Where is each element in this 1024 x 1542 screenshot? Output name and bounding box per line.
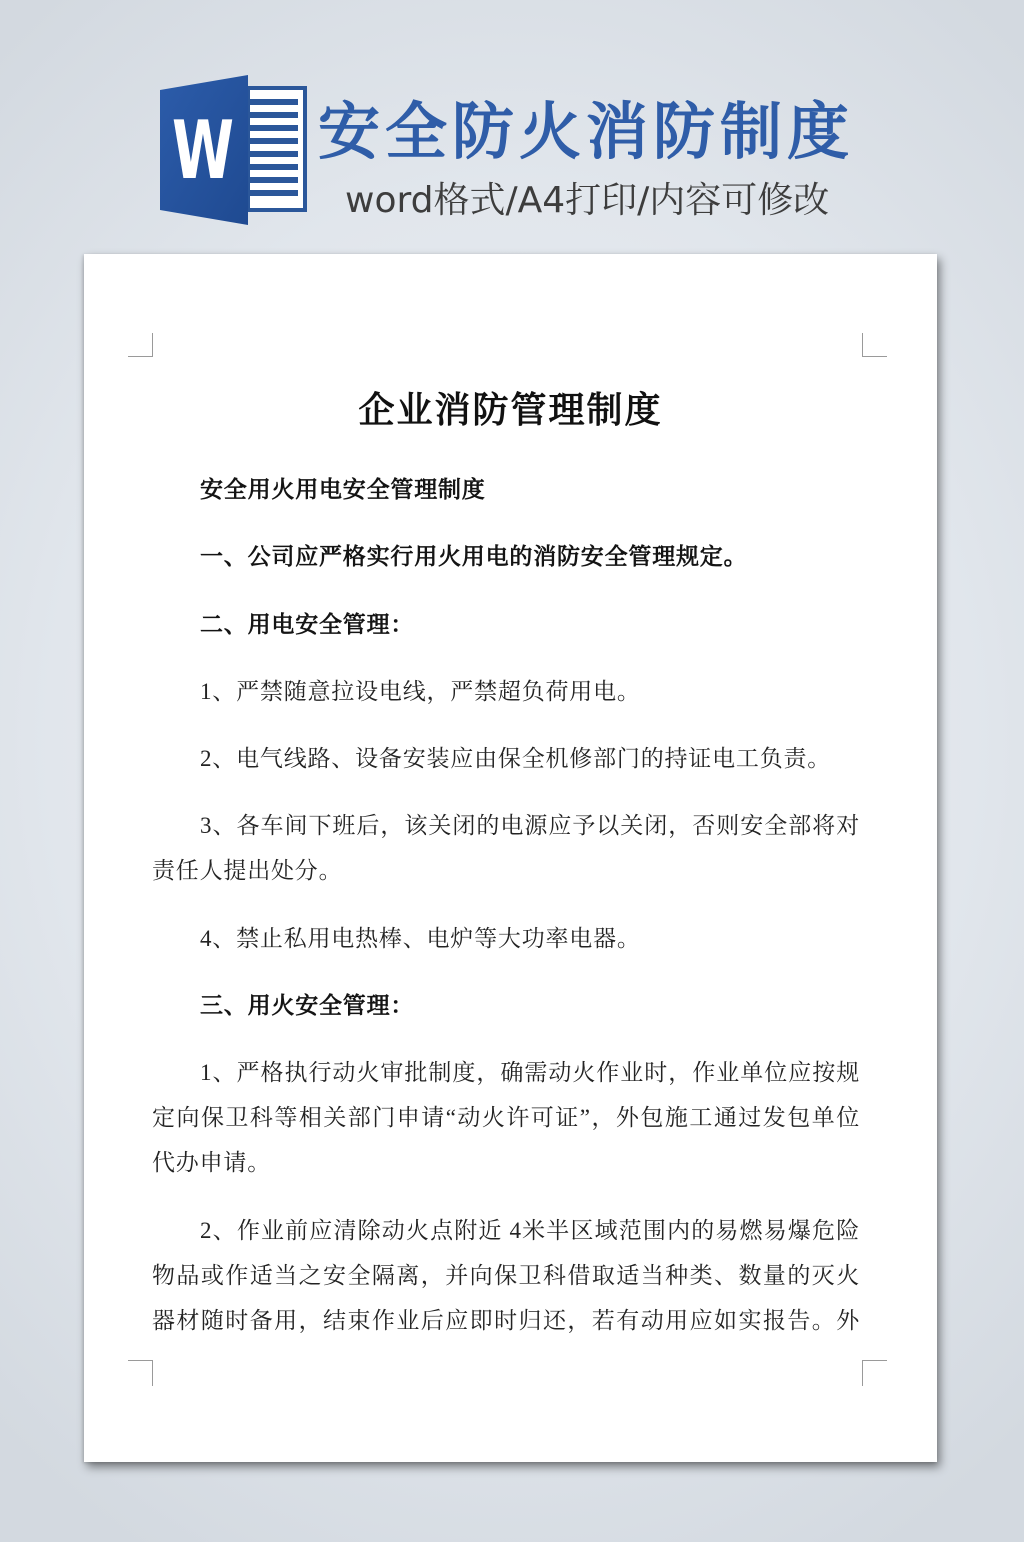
text-line: 定向保卫科等相关部门申请“动火许可证”，外包施工通过发包单位 bbox=[152, 1105, 860, 1131]
text-line: 责任人提出处分。 bbox=[152, 858, 343, 884]
text-line: 二、用电安全管理： bbox=[200, 611, 415, 637]
document-paragraph bbox=[152, 669, 860, 714]
section-heading bbox=[152, 534, 860, 579]
crop-mark-bottom-right bbox=[862, 1360, 887, 1386]
text-line: 4、禁止私用电热棒、电炉等大功率电器。 bbox=[200, 925, 641, 951]
text-line: 2、作业前应清除动火点附近 4米半区域范围内的易燃易爆危险 bbox=[200, 1217, 860, 1243]
text-line: 三、用火安全管理： bbox=[200, 993, 415, 1019]
document-page bbox=[84, 254, 937, 1462]
text-line: 物品或作适当之安全隔离，并向保卫科借取适当种类、数量的灭火 bbox=[152, 1262, 860, 1288]
text-line: 一、公司应严格实行用火用电的消防安全管理规定。 bbox=[200, 544, 748, 570]
crop-mark-top-left bbox=[128, 333, 153, 357]
crop-mark-bottom-left bbox=[128, 1360, 153, 1386]
text-line: 1、严禁随意拉设电线，严禁超负荷用电。 bbox=[200, 678, 641, 704]
text-line: 安全用火用电安全管理制度 bbox=[200, 477, 486, 502]
document-body bbox=[152, 467, 860, 1365]
document-paragraph bbox=[152, 736, 860, 781]
text-line: 2、电气线路、设备安装应由保全机修部门的持证电工负责。 bbox=[200, 746, 832, 772]
section-heading bbox=[152, 983, 860, 1028]
text-line: 1、严格执行动火审批制度，确需动火作业时，作业单位应按规 bbox=[200, 1060, 860, 1086]
banner-subtitle: word格式/A4打印/内容可修改 bbox=[345, 180, 830, 221]
crop-mark-top-right bbox=[862, 333, 887, 357]
word-document-icon bbox=[158, 75, 308, 225]
document-title: 企业消防管理制度 bbox=[358, 389, 663, 431]
text-line: 器材随时备用，结束作业后应即时归还，若有动用应如实报告。外 bbox=[152, 1307, 860, 1333]
text-line: 代办申请。 bbox=[152, 1150, 271, 1176]
section-heading bbox=[152, 602, 860, 647]
text-line: 3、各车间下班后，该关闭的电源应予以关闭，否则安全部将对 bbox=[200, 813, 860, 839]
banner-title: 安全防火消防制度 bbox=[318, 95, 855, 168]
document-paragraph bbox=[152, 1208, 860, 1343]
section-heading bbox=[152, 467, 860, 512]
document-paragraph bbox=[152, 803, 860, 893]
document-paragraph bbox=[152, 1050, 860, 1185]
document-paragraph bbox=[152, 916, 860, 961]
logo-letter: W bbox=[172, 104, 234, 197]
